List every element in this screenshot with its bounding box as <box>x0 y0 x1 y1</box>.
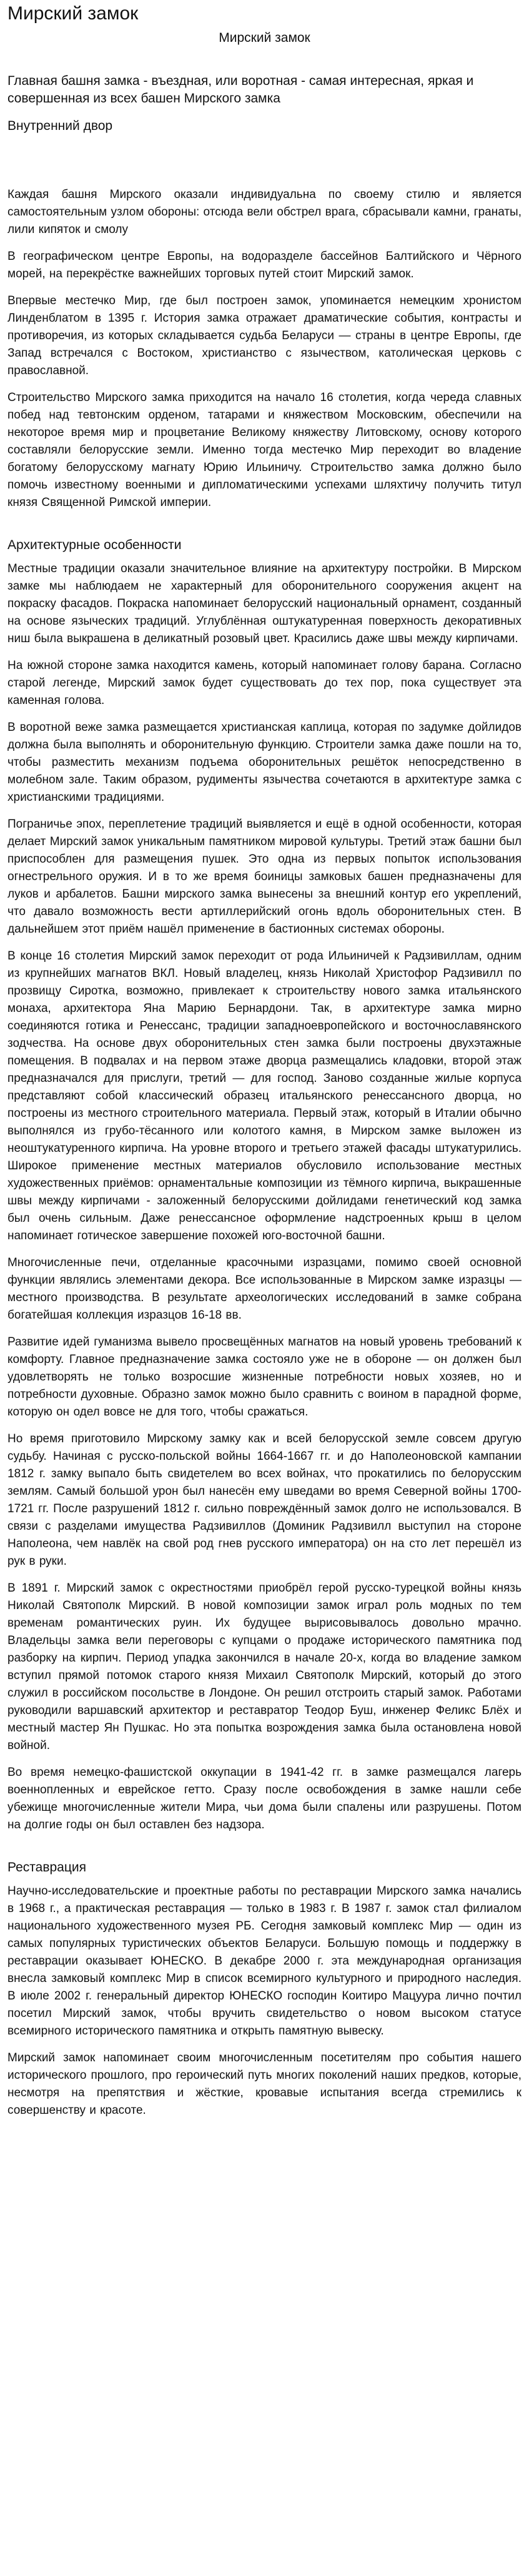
section-architecture <box>7 537 522 1834</box>
section-heading: Архитектурные особенности <box>7 538 182 552</box>
intro-paragraph: Строительство Мирского замка приходится на начало 16 столетия, когда череда славных побед над тевтонским орденом, татарами и княжеством Московским, обеспечили на некоторое время мир и процветание Великому княжеству Литовскому, основу которого составляли белорусские земли. Именно тогда местечко Мир переходит во владение богатому белорусскому магнату Юрию Ильиничу. Строительство замка должно было помочь известному военными и дипломатическими успехами шляхтичу получить титул князя Священной Римской империи. <box>7 391 522 509</box>
section-paragraph: Местные традиции оказали значительное влияние на архитектуру постройки. В Мирском замке мы наблюдаем не характерный для оборонительного сооружения акцент на покраску фасадов. Покраска напоминает белорусский национальный орнамент, созданный на основе языческих традиций. Углублённая оштукатуренная поверхность декоративных ниш была выкрашена в деликатный розовый цвет. Красились даже швы между кирпичами. <box>7 562 522 645</box>
intro-block <box>7 186 522 512</box>
section-heading: Реставрация <box>7 1860 86 1875</box>
page-subtitle: Мирский замок <box>219 31 310 45</box>
section-paragraph: На южной стороне замка находится камень, который напоминает голову барана. Согласно старой легенде, Мирский замок будет существовать до тех пор, пока существует эта каменная голова. <box>7 659 522 707</box>
section-paragraph: Развитие идей гуманизма вывело просвещённых магнатов на новый уровень требований к комфорту. Главное предназначение замка состояло уже не в обороне — он должен был удовлетворять не только возросшие жизненные потребности новых хозяев, но и потребности духовные. Образно замок можно было сравнить с воином в парадной форме, которую он одел вовсе не для того, чтобы сражаться. <box>7 1335 522 1419</box>
section-paragraph: В конце 16 столетия Мирский замок переходит от рода Ильиничей к Радзивиллам, одним из крупнейших магнатов ВКЛ. Новый владелец, князь Николай Христофор Радзивилл по прозвищу Сиротка, возможно, привлекает к строительству нового замка итальянского монаха, архитектора Яна Марию Бернардони. Так, в архитектуре замка мирно соединяются готика и Ренессанс, традиции западноевропейского и восточнославянского зодчества. На основе двух оборонительных стен замка были построены двухэтажные помещения. В подвалах и на первом этаже дворца размещались кладовки, второй этаж предназначался для прислуги, третий — для господ. Заново созданные жилые корпуса представляют собой классический образец итальянского ренессансного дворца, но построены из местного строительного материала. Первый этаж, который в Италии обычно выполнялся из грубо-тёсанного или колотого камня, в Мирском замке выложен из неоштукатуренного кирпича. На уровне второго и третьего этажей фасады штукатурились. Широкое применение местных материалов обусловило использование местных художественных приёмов: орнаментальные композиции из тёмного кирпича, выкрашенные швы между кирпичами - заложенный белорусскими дойлидами генетический код замка был очень сильным. Даже ренессансное оформление надстроенных крыш в целом напоминает готическое завершение похожей юго-восточной башни. <box>7 949 522 1242</box>
section-paragraph: Пограничье эпох, переплетение традиций выявляется и ещё в одной особенности, которая делает Мирский замок уникальным памятником мировой культуры. Третий этаж башни был приспособлен для размещения пушек. Это одна из первых попыток использования огнестрельного оружия. И в то же время боиницы замковых башен предназначены для луков и арбалетов. Башни мирского замка вынесены за внешний контур его укреплений, что давало возможность вести артиллерийский огонь вдоль оборонительных стен. В дальнейшем этот приём нашёл применение в бастионных системах обороны. <box>7 818 522 936</box>
section-paragraph: Научно-исследовательские и проектные работы по реставрации Мирского замка начались в 1968 г., а практическая реставрация — только в 1983 г. В 1987 г. замок стал филиалом национального художественного музея РБ. Сегодня замковый комплекс Мир — один из самых популярных туристических объектов Беларуси. Большую помощь и поддержку в реставрации оказывает ЮНЕСКО. В декабре 2000 г. эта международная организация внесла замковый комплекс Мир в список всемирного культурного и природного наследия. В июле 2002 г. генеральный директор ЮНЕСКО господин Коитиро Мацуура лично почтил посетил Мирский замок, чтобы вручить свидетельство о новом высоком статусе всемирного исторического памятника и открыть памятную вывеску. <box>7 1885 522 2038</box>
section-restoration <box>7 1859 522 2119</box>
section-paragraph: Во время немецко-фашистской оккупации в 1941-42 гг. в замке размещался лагерь военнопленных и еврейское гетто. Сразу после освобождения в замке нашли себе убежище многочисленные жители Мира, чьи дома были спалены или разрушены. Потом на долгие годы он был оставлен без надзора. <box>7 1766 522 1831</box>
courtyard-caption: Внутренний двор <box>7 119 113 133</box>
section-paragraph: В 1891 г. Мирский замок с окрестностями приобрёл герой русско-турецкой войны князь Николай Святополк Мирский. В новой композиции замок играл роль модных по тем временам романтических руин. Их будущее вырисовывалось довольно мрачно. Владельцы замка вели переговоры с купцами о продаже исторического памятника под разборку на кирпич. Период упадка закончился в начале 20-х, когда во владение замком вступил прямой потомок старого князя Михаил Святополк Мирский, который до этого служил в российском посольстве в Лондоне. Он решил отстроить старый замок. Работами руководили варшавский архитектор и реставратор Теодор Буш, инженер Феликс Блёх и местный мастер Ян Пушкас. Но эта попытка возрождения замка была остановлена новой войной. <box>7 1582 522 1752</box>
intro-paragraph: Впервые местечко Мир, где был построен замок, упоминается немецким хронистом Линденблатом в 1395 г. История замка отражает драматические события, контрасты и противоречия, из которых складывается судьба Беларуси — страны в центре Европы, где Запад встречался с Востоком, христианство с язычеством, католическая церковь с православной. <box>7 294 522 377</box>
lead-caption: Главная башня замка - въездная, или воротная - самая интересная, яркая и совершенная из всех башен Мирского замка <box>7 74 474 106</box>
intro-paragraph: В географическом центре Европы, на водоразделе бассейнов Балтийского и Чёрного морей, на перекрёстке важнейших торговых путей стоит Мирский замок. <box>7 250 522 280</box>
intro-paragraph: Каждая башня Мирского оказали индивидуальна по своему стилю и является самостоятельным узлом обороны: отсюда вели обстрел врага, сбрасывали камни, гранаты, лили кипяток и смолу <box>7 188 522 236</box>
page-title: Мирский замок <box>7 3 139 24</box>
section-paragraph: Но время приготовило Мирскому замку как и всей белорусской земле совсем другую судьбу. Начиная с русско-польской войны 1664-1667 гг. и до Наполеоновской кампании 1812 г. замку выпало быть свидетелем во всех войнах, что прокатились по белорусским землям. Самый большой урон был нанесён ему шведами во время Северной войны 1700-1721 гг. После разрушений 1812 г. сильно повреждённый замок долго не использовался. В связи с разделами имущества Радзивиллов (Доминик Радзивилл выступил на стороне Наполеона, чем навлёк на свой род гнев русского императора) он на сто лет перешёл из рук в руки. <box>7 1432 522 1568</box>
section-paragraph: Мирский замок напоминает своим многочисленным посетителям про события нашего исторического прошлого, про героический путь многих поколений наших предков, которые, несмотря на препятствия и жёсткие, кровавые испытания всегда стремились к совершенству и красоте. <box>7 2051 522 2117</box>
section-paragraph: Многочисленные печи, отделанные красочными изразцами, помимо своей основной функции являлись элементами декора. Все использованные в Мирском замке изразцы — местного производства. В результате археологических исследований в замке собрана богатейшая коллекция изразцов 16-18 вв. <box>7 1256 522 1322</box>
section-paragraph: В воротной веже замка размещается христианская каплица, которая по задумке дойлидов должна была выполнять и оборонительную функцию. Строители замка даже пошли на то, чтобы разместить механизм подъема оборонительных решёток непосредственно в молебном зале. Таким образом, рудименты язычества сочетаются в архитектуре замка с христианскими традициями. <box>7 721 522 804</box>
